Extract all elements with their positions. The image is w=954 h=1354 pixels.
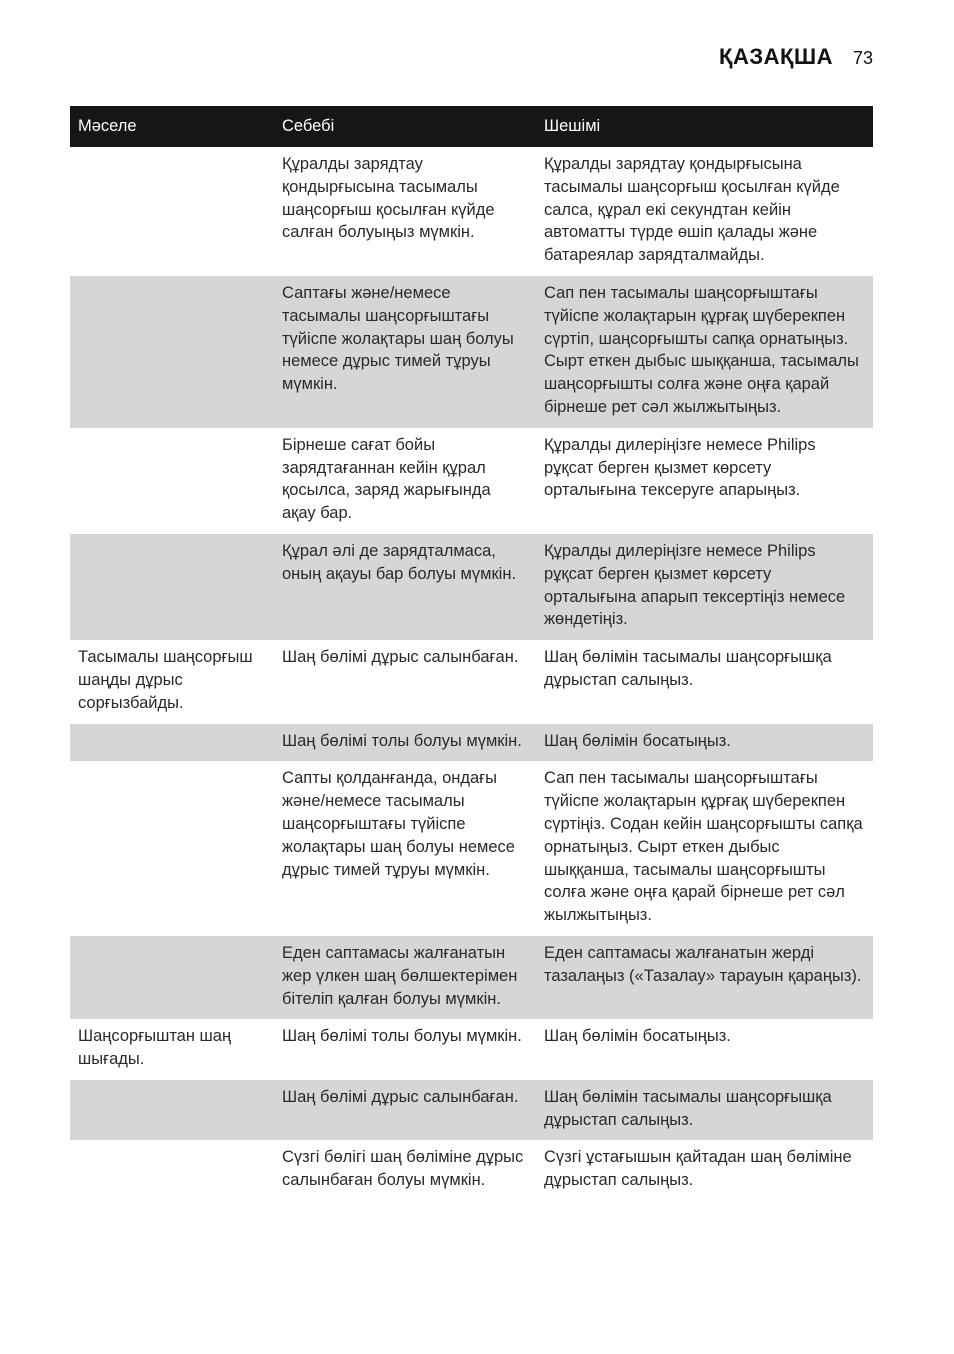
problem-cell: [70, 534, 274, 640]
cause-cell: Шаң бөлімі толы болуы мүмкін.: [274, 724, 536, 762]
solution-cell: Шаң бөлімін босатыңыз.: [536, 1019, 873, 1080]
problem-cell: [70, 724, 274, 762]
cause-cell: Құрал әлі де зарядталмаса, оның ақауы бар болуы мүмкін.: [274, 534, 536, 640]
solution-cell: Құралды дилеріңізге немесе Philips рұқсат берген қызмет көрсету орталығына тексеруге апарыңыз.: [536, 428, 873, 534]
problem-cell: [70, 1140, 274, 1201]
table-row: [70, 147, 873, 276]
problem-cell: Тасымалы шаңсорғыш шаңды дұрыс сорғызбайды.: [70, 640, 274, 723]
table-header-row: [70, 106, 873, 147]
table-row: [70, 640, 873, 723]
problem-cell: [70, 936, 274, 1019]
table-row: [70, 761, 873, 936]
table-row: [70, 936, 873, 1019]
table-row: [70, 724, 873, 762]
cause-cell: Шаң бөлімі дұрыс салынбаған.: [274, 1080, 536, 1141]
solution-cell: Шаң бөлімін босатыңыз.: [536, 724, 873, 762]
solution-cell: Құралды зарядтау қондырғысына тасымалы шаңсорғыш қосылған күйде салса, құрал екі секундтан кейін автоматты түрде өшіп қалады және батареялар зарядталмайды.: [536, 147, 873, 276]
cause-cell: Құралды зарядтау қондырғысына тасымалы шаңсорғыш қосылған күйде салған болуыңыз мүмкін.: [274, 147, 536, 276]
solution-cell: Сүзгі ұстағышын қайтадан шаң бөліміне дұрыстап салыңыз.: [536, 1140, 873, 1201]
table-row: [70, 276, 873, 428]
cause-cell: Саптағы және/немесе тасымалы шаңсорғыштағы түйіспе жолақтары шаң болуы немесе дұрыс тимей тұруы мүмкін.: [274, 276, 536, 428]
problem-cell: [70, 761, 274, 936]
solution-cell: Сап пен тасымалы шаңсорғыштағы түйіспе жолақтарын құрғақ шүберекпен сүртіп, шаңсорғышты сапқа орнатыңыз. Сырт еткен дыбыс шыққанша, тасымалы шаңсорғышты солға және оңға қарай бірнеше рет сәл жылжытыңыз.: [536, 276, 873, 428]
cause-cell: Еден саптамасы жалғанатын жер үлкен шаң бөлшектерімен бітеліп қалған болуы мүмкін.: [274, 936, 536, 1019]
table-row: [70, 428, 873, 534]
table-row: [70, 1019, 873, 1080]
problem-cell: [70, 428, 274, 534]
page-header: [719, 44, 873, 70]
table-row: [70, 534, 873, 640]
problem-cell: [70, 147, 274, 276]
table-row: [70, 1140, 873, 1201]
problem-cell: Шаңсорғыштан шаң шығады.: [70, 1019, 274, 1080]
cause-cell: Сапты қолданғанда, ондағы және/немесе тасымалы шаңсорғыштағы түйіспе жолақтары шаң болуы немесе дұрыс тимей тұруы мүмкін.: [274, 761, 536, 936]
problem-cell: [70, 276, 274, 428]
column-header-solution: Шешімі: [536, 106, 873, 147]
cause-cell: Шаң бөлімі дұрыс салынбаған.: [274, 640, 536, 723]
problem-cell: [70, 1080, 274, 1141]
cause-cell: Шаң бөлімі толы болуы мүмкін.: [274, 1019, 536, 1080]
column-header-problem: Мәселе: [70, 106, 274, 147]
cause-cell: Сүзгі бөлігі шаң бөліміне дұрыс салынбаған болуы мүмкін.: [274, 1140, 536, 1201]
table-row: [70, 1080, 873, 1141]
language-title: ҚАЗАҚША: [719, 44, 833, 69]
page-number: 73: [852, 48, 873, 68]
cause-cell: Бірнеше сағат бойы зарядтағаннан кейін құрал қосылса, заряд жарығында ақау бар.: [274, 428, 536, 534]
troubleshooting-table: [70, 106, 873, 1201]
column-header-cause: Себебі: [274, 106, 536, 147]
solution-cell: Шаң бөлімін тасымалы шаңсорғышқа дұрыстап салыңыз.: [536, 640, 873, 723]
solution-cell: Еден саптамасы жалғанатын жерді тазалаңыз («Тазалау» тарауын қараңыз).: [536, 936, 873, 1019]
solution-cell: Құралды дилеріңізге немесе Philips рұқсат берген қызмет көрсету орталығына апарып тексертіңіз немесе жөндетіңіз.: [536, 534, 873, 640]
solution-cell: Сап пен тасымалы шаңсорғыштағы түйіспе жолақтарын құрғақ шүберекпен сүртіңіз. Содан кейін шаңсорғышты сапқа орнатыңыз. Сырт еткен дыбыс шыққанша, тасымалы шаңсорғышты солға және оңға қарай бірнеше рет сәл жылжытыңыз.: [536, 761, 873, 936]
solution-cell: Шаң бөлімін тасымалы шаңсорғышқа дұрыстап салыңыз.: [536, 1080, 873, 1141]
